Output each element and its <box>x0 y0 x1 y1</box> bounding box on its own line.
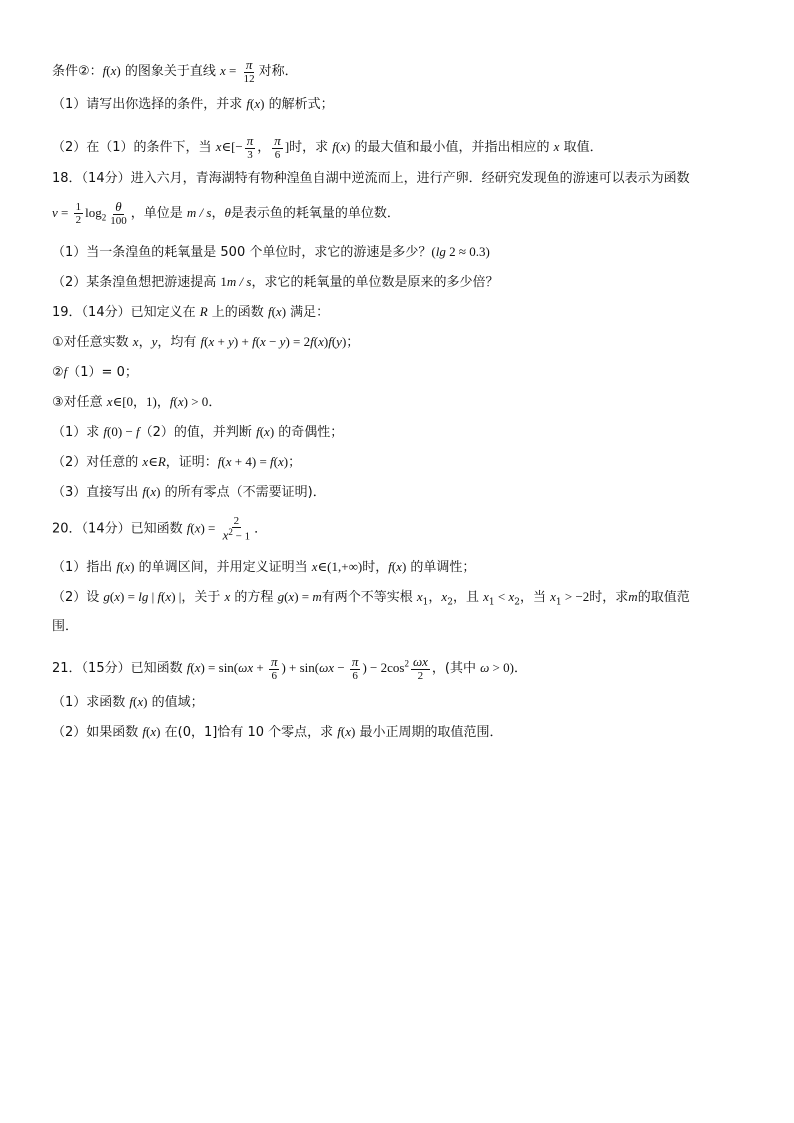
q19-cond1: ①对任意实数 x，y，均有 f(x + y) + f(x − y) = 2f(x)f(y)； <box>52 334 360 350</box>
q18-stem: 18．（14分）进入六月，青海湖特有物种湟鱼自湖中逆流而上，进行产卵．经研究发现鱼的游速可以表示为函数 <box>52 171 690 186</box>
q20-part2: （2）设 g(x) = lg | f(x) |，关于 x 的方程 g(x) = m有两个不等实根 $x_1$，$x_2$，且 $x_1 < x_2$，当 $x_1 > -2$时，求m的取值范 <box>52 589 690 608</box>
q20-stem: 20．（14分）已知函数 f(x) = $\frac{2}{x^2 - 1}$ ． <box>52 515 268 543</box>
q17-part2: （2）在（1）的条件下，当 x∈[− $\frac{\pi}{3}$ ， $\frac{\pi}{6}$ ]时，求 f(x) 的最大值和最小值，并指出相应的 x 取值． <box>52 133 603 162</box>
q19-cond2: ②f（1）= 0； <box>52 364 138 380</box>
q21-stem: 21．（15分）已知函数 f(x) = sin(ωx + $\frac{\pi}{6}$ ) + sin(ωx − $\frac{\pi}{6}$ ) − $2\cos^2$ $\frac{\omega x}{2}$ ，(其中 ω > 0)． <box>52 654 527 683</box>
q19-part3: （3）直接写出 f(x) 的所有零点（不需要证明)． <box>52 484 326 500</box>
condition-2-line: 条件②：f(x) 的图象关于直线 x = $\frac{\pi}{12}$ 对称． <box>52 57 298 86</box>
q20-part2-cont: 围． <box>52 619 79 634</box>
q17-part1: （1）请写出你选择的条件，并求 f(x) 的解析式； <box>52 96 334 112</box>
q20-part1: （1）指出 f(x) 的单调区间，并用定义证明当 x∈(1,+∞)时，f(x) 的单调性； <box>52 559 476 575</box>
q18-part1: （1）当一条湟鱼的耗氧量是 500 个单位时，求它的游速是多少？(lg 2 ≈ 0.3) <box>52 244 490 260</box>
q19-part1: （1）求 f(0) − f（2）的值，并判断 f(x) 的奇偶性； <box>52 424 344 440</box>
q21-part2: （2）如果函数 f(x) 在(0，1]恰有 10 个零点，求 f(x) 最小正周期的取值范围． <box>52 724 503 740</box>
q21-part1: （1）求函数 f(x) 的值域； <box>52 694 204 710</box>
q18-part2: （2）某条湟鱼想把游速提高 1m / s，求它的耗氧量的单位数是原来的多少倍？ <box>52 274 499 290</box>
q19-cond3: ③对任意 x∈[0，1)，f(x) > 0． <box>52 394 222 410</box>
q18-formula: v = $\frac{1}{2}$ $\log_2$ $\frac{\theta}{100}$ ，单位是 m / s，θ是表示鱼的耗氧量的单位数． <box>52 199 400 228</box>
q19-stem: 19．（14分）已知定义在 R 上的函数 f(x) 满足： <box>52 304 330 320</box>
q19-part2: （2）对任意的 x∈R，证明：f(x + 4) = f(x)； <box>52 454 302 470</box>
